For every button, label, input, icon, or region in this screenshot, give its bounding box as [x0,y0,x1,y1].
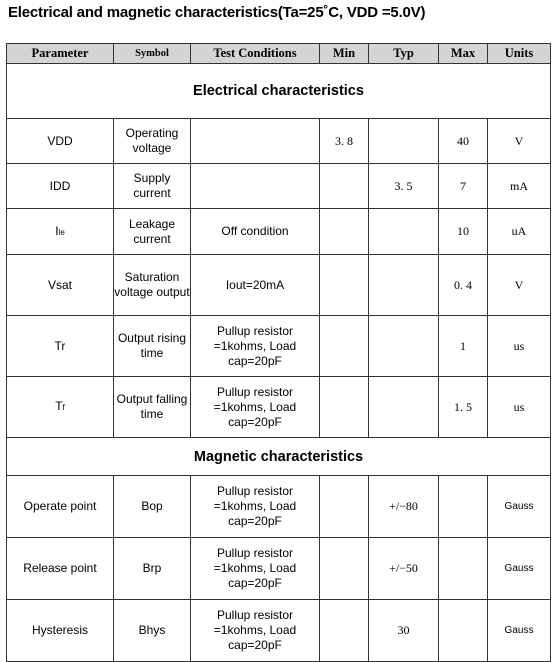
cell-min [320,255,369,316]
cell-conditions: Pullup resistor =1kohms, Load cap=20pF [191,538,320,600]
cell-symbol: Bhys [114,600,191,662]
header-symbol: Symbol [114,44,191,64]
header-max: Max [439,44,488,64]
cell-parameter [7,377,114,438]
section-row-electrical [7,64,551,119]
cell-parameter: IDD [7,164,114,209]
cell-max: 1. 5 [439,377,488,438]
cell-parameter: Release point [7,538,114,600]
table-row [7,255,551,316]
table-header-row [7,44,551,64]
cell-parameter: Hysteresis [7,600,114,662]
cell-typ [369,316,439,377]
parameter-subscript: le [58,227,65,237]
cell-typ: 3. 5 [369,164,439,209]
cell-parameter: Vsat [7,255,114,316]
cell-min: 3. 8 [320,119,369,164]
cell-conditions: Pullup resistor =1kohms, Load cap=20pF [191,377,320,438]
parameter-subscript: f [62,403,65,412]
table-row [7,600,551,662]
cell-min [320,476,369,538]
section-title-magnetic: Magnetic characteristics [7,438,551,476]
cell-units: uA [488,209,551,255]
cell-typ [369,377,439,438]
cell-conditions: Pullup resistor =1kohms, Load cap=20pF [191,600,320,662]
cell-symbol: Supply current [114,164,191,209]
header-parameter: Parameter [7,44,114,64]
table-row [7,476,551,538]
header-min: Min [320,44,369,64]
page-title: Electrical and magnetic characteristics(Ta=25˚C, VDD =5.0V) [8,4,426,21]
cell-max [439,600,488,662]
cell-max [439,538,488,600]
cell-max [439,476,488,538]
table-row [7,538,551,600]
cell-min [320,538,369,600]
cell-symbol: Output rising time [114,316,191,377]
cell-conditions [191,119,320,164]
cell-typ [369,209,439,255]
cell-units: us [488,316,551,377]
cell-typ: 30 [369,600,439,662]
cell-conditions: Iout=20mA [191,255,320,316]
table-row [7,377,551,438]
cell-conditions: Pullup resistor =1kohms, Load cap=20pF [191,316,320,377]
cell-parameter: Tr [7,316,114,377]
cell-typ [369,255,439,316]
header-units: Units [488,44,551,64]
parameter-main: T [55,399,63,413]
cell-min [320,377,369,438]
cell-conditions: Off condition [191,209,320,255]
cell-parameter [7,209,114,255]
table-row [7,164,551,209]
cell-parameter: Operate point [7,476,114,538]
cell-max: 40 [439,119,488,164]
cell-symbol: Operating voltage [114,119,191,164]
table-row [7,316,551,377]
cell-min [320,209,369,255]
cell-symbol: Saturation voltage output [114,255,191,316]
section-title-electrical: Electrical characteristics [7,64,551,119]
cell-conditions: Pullup resistor =1kohms, Load cap=20pF [191,476,320,538]
cell-min [320,164,369,209]
cell-typ [369,119,439,164]
cell-typ: +/−80 [369,476,439,538]
cell-min [320,600,369,662]
cell-symbol: Bop [114,476,191,538]
cell-max: 10 [439,209,488,255]
cell-max: 0. 4 [439,255,488,316]
cell-min [320,316,369,377]
cell-conditions [191,164,320,209]
cell-symbol: Brp [114,538,191,600]
cell-max: 1 [439,316,488,377]
cell-max: 7 [439,164,488,209]
table-row [7,119,551,164]
parameter-main: I [55,223,59,238]
cell-units: Gauss [488,538,551,600]
cell-units: us [488,377,551,438]
cell-parameter: VDD [7,119,114,164]
header-test-conditions: Test Conditions [191,44,320,64]
cell-symbol: Output falling time [114,377,191,438]
cell-units: Gauss [488,476,551,538]
cell-symbol: Leakage current [114,209,191,255]
table-row [7,209,551,255]
header-typ: Typ [369,44,439,64]
section-row-magnetic [7,438,551,476]
cell-units: Gauss [488,600,551,662]
cell-units: V [488,255,551,316]
characteristics-table [6,43,551,662]
cell-units: V [488,119,551,164]
cell-typ: +/−50 [369,538,439,600]
cell-units: mA [488,164,551,209]
